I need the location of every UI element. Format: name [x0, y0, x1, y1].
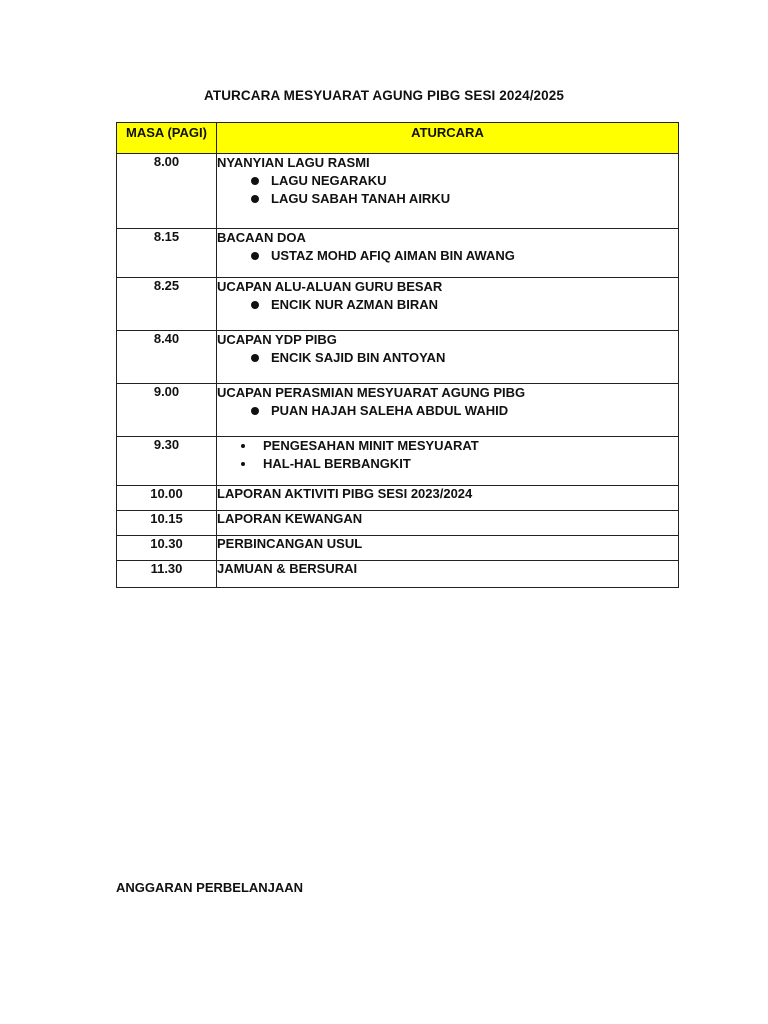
row-item — [217, 154, 679, 229]
row-item-title: UCAPAN PERASMIAN MESYUARAT AGUNG PIBG — [217, 385, 526, 400]
sub-item-text: LAGU SABAH TANAH AIRKU — [271, 191, 451, 206]
bullet-icon — [251, 407, 259, 415]
table-row — [117, 536, 679, 561]
sub-item-text: ENCIK NUR AZMAN BIRAN — [271, 297, 439, 312]
row-item: JAMUAN & BERSURAI — [217, 561, 679, 588]
row-sublist — [217, 296, 678, 314]
row-item — [217, 278, 679, 331]
table-row — [117, 278, 679, 331]
sub-item-text: USTAZ MOHD AFIQ AIMAN BIN AWANG — [271, 248, 515, 263]
row-time: 8.25 — [117, 278, 217, 331]
row-item — [217, 331, 679, 384]
header-item: ATURCARA — [217, 123, 679, 154]
row-item-title: NYANYIAN LAGU RASMI — [217, 155, 370, 170]
row-time: 8.40 — [117, 331, 217, 384]
row-time: 10.00 — [117, 486, 217, 511]
row-sublist — [217, 172, 678, 208]
row-item — [217, 437, 679, 486]
row-item-title: BACAAN DOA — [217, 230, 306, 245]
list-item — [217, 349, 678, 367]
table-row — [117, 561, 679, 588]
row-time: 9.30 — [117, 437, 217, 486]
row-sublist — [217, 437, 678, 473]
sub-item-text: HAL-HAL BERBANGKIT — [263, 456, 411, 471]
row-item — [217, 384, 679, 437]
table-row — [117, 154, 679, 229]
list-item — [217, 402, 678, 420]
sub-item-text: LAGU NEGARAKU — [271, 173, 387, 188]
bullet-icon — [251, 301, 259, 309]
table-row — [117, 486, 679, 511]
row-item — [217, 229, 679, 278]
row-sublist — [217, 247, 678, 265]
row-time: 11.30 — [117, 561, 217, 588]
bullet-icon — [241, 462, 245, 466]
table-row — [117, 331, 679, 384]
row-item: LAPORAN AKTIVITI PIBG SESI 2023/2024 — [217, 486, 679, 511]
list-item — [217, 437, 678, 455]
list-item — [217, 455, 678, 473]
bullet-icon — [251, 354, 259, 362]
row-time: 8.15 — [117, 229, 217, 278]
agenda-table — [116, 122, 679, 588]
header-time: MASA (PAGI) — [117, 123, 217, 154]
table-row — [117, 437, 679, 486]
row-sublist — [217, 349, 678, 367]
sub-item-text: PUAN HAJAH SALEHA ABDUL WAHID — [271, 403, 509, 418]
row-time: 10.15 — [117, 511, 217, 536]
list-item — [217, 190, 678, 208]
row-item: PERBINCANGAN USUL — [217, 536, 679, 561]
document-title: ATURCARA MESYUARAT AGUNG PIBG SESI 2024/2025 — [204, 88, 564, 103]
row-sublist — [217, 402, 678, 420]
table-row — [117, 384, 679, 437]
row-time: 8.00 — [117, 154, 217, 229]
bullet-icon — [251, 252, 259, 260]
table-row — [117, 511, 679, 536]
sub-item-text: PENGESAHAN MINIT MESYUARAT — [263, 438, 479, 453]
row-time: 9.00 — [117, 384, 217, 437]
list-item — [217, 172, 678, 190]
footer-heading: ANGGARAN PERBELANJAAN — [116, 880, 304, 895]
row-item-title: UCAPAN YDP PIBG — [217, 332, 337, 347]
bullet-icon — [241, 444, 245, 448]
table-header-row — [117, 123, 679, 154]
table-row — [117, 229, 679, 278]
row-item: LAPORAN KEWANGAN — [217, 511, 679, 536]
list-item — [217, 296, 678, 314]
row-time: 10.30 — [117, 536, 217, 561]
bullet-icon — [251, 177, 259, 185]
list-item — [217, 247, 678, 265]
bullet-icon — [251, 195, 259, 203]
sub-item-text: ENCIK SAJID BIN ANTOYAN — [271, 350, 446, 365]
row-item-title: UCAPAN ALU-ALUAN GURU BESAR — [217, 279, 443, 294]
